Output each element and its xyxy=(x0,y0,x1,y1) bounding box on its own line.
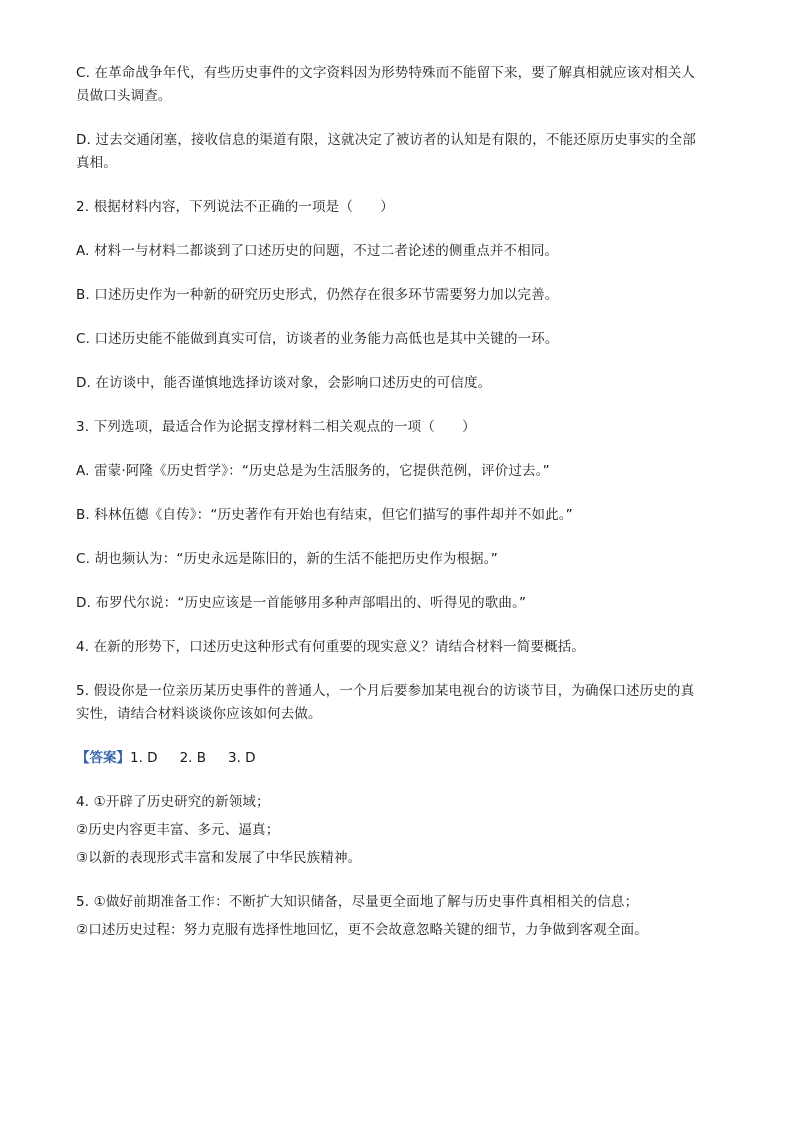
q3-stem: 3. 下列选项，最适合作为论据支撑材料二相关观点的一项（ ） xyxy=(76,419,476,435)
answer-q4-line1: 4. ①开辟了历史研究的新领域； xyxy=(76,794,270,810)
q2-option-b: B. 口述历史作为一种新的研究历史形式，仍然存在很多环节需要努力加以完善。 xyxy=(76,287,559,303)
answer-1: 1. D xyxy=(130,750,158,766)
q1-option-d-line2: 真相。 xyxy=(76,155,117,171)
q3-option-d: D. 布罗代尔说：“历史应该是一首能够用多种声部唱出的、听得见的歌曲。” xyxy=(76,595,527,611)
answer-tag: 【答案】 xyxy=(76,750,130,766)
q3-option-b: B. 科林伍德《自传》：“历史著作有开始也有结束，但它们描写的事件却并不如此。” xyxy=(76,507,573,523)
q2-option-c: C. 口述历史能不能做到真实可信，访谈者的业务能力高低也是其中关键的一环。 xyxy=(76,331,559,347)
q3-option-a: A. 雷蒙·阿隆《历史哲学》：“历史总是为生活服务的，它提供范例，评价过去。” xyxy=(76,463,550,479)
q1-option-c-line1: C. 在革命战争年代，有些历史事件的文字资料因为形势特殊而不能留下来，要了解真相就应该对相关人 xyxy=(76,65,696,81)
q5-stem-line1: 5. 假设你是一位亲历某历史事件的普通人，一个月后要参加某电视台的访谈节目，为确保口述历史的真 xyxy=(76,683,695,699)
q2-option-a: A. 材料一与材料二都谈到了口述历史的问题，不过二者论述的侧重点并不相同。 xyxy=(76,243,559,259)
q1-option-d-line1: D. 过去交通闭塞，接收信息的渠道有限，这就决定了被访者的认知是有限的，不能还原历史事实的全部 xyxy=(76,132,697,148)
answer-3: 3. D xyxy=(228,750,256,766)
answer-2: 2. B xyxy=(179,750,207,766)
answer-q5-line1: 5. ①做好前期准备工作：不断扩大知识储备，尽量更全面地了解与历史事件真相相关的信息； xyxy=(76,894,639,910)
q5-stem-line2: 实性，请结合材料谈谈你应该如何去做。 xyxy=(76,706,322,722)
q3-option-c: C. 胡也频认为：“历史永远是陈旧的，新的生活不能把历史作为根据。” xyxy=(76,551,498,567)
q4-stem: 4. 在新的形势下，口述历史这种形式有何重要的现实意义？请结合材料一简要概括。 xyxy=(76,639,586,655)
q2-stem: 2. 根据材料内容，下列说法不正确的一项是（ ） xyxy=(76,199,394,215)
q1-option-c-line2: 员做口头调查。 xyxy=(76,88,172,104)
answer-q4-line3: ③以新的表现形式丰富和发展了中华民族精神。 xyxy=(76,850,362,866)
document-page xyxy=(76,62,726,942)
answer-line xyxy=(76,747,726,770)
answer-q4-line2: ②历史内容更丰富、多元、逼真； xyxy=(76,822,280,838)
q2-option-d: D. 在访谈中，能否谨慎地选择访谈对象，会影响口述历史的可信度。 xyxy=(76,375,492,391)
answer-q5-line2: ②口述历史过程：努力克服有选择性地回忆，更不会故意忽略关键的细节，力争做到客观全面。 xyxy=(76,922,648,938)
